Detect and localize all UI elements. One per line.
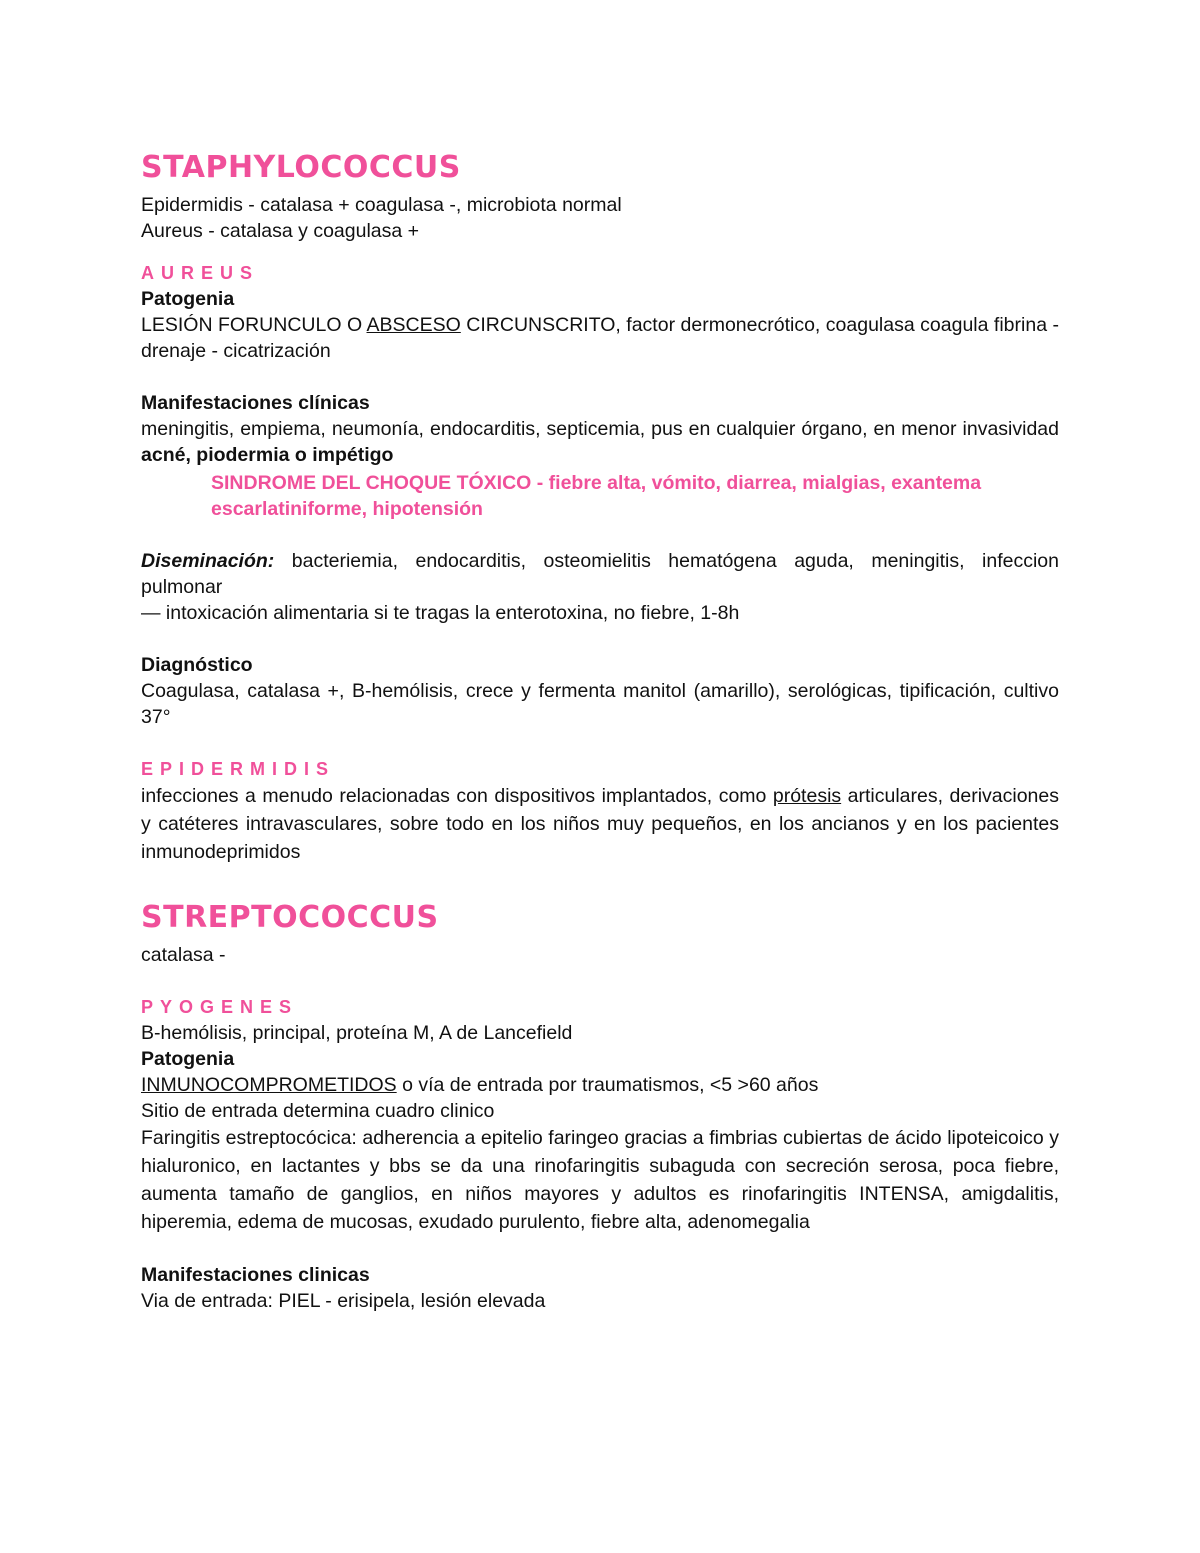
aureus-manif-label: Manifestaciones clínicas bbox=[141, 392, 370, 414]
toxic-shock-syndrome: SINDROME DEL CHOQUE TÓXICO - fiebre alta, vómito, diarrea, mialgias, exantema escarlatiniforme, hipotensión bbox=[211, 472, 982, 520]
pyogenes-patogenia-label: Patogenia bbox=[141, 1048, 235, 1070]
aureus-intoxicacion: — intoxicación alimentaria si te tragas la enterotoxina, no fiebre, 1-8h bbox=[141, 602, 740, 624]
aureus-manif-text: meningitis, empiema, neumonía, endocarditis, septicemia, pus en cualquier órgano, en menor invasividad acné, piodermia o impétigo bbox=[141, 418, 1059, 466]
absceso-underlined: ABSCESO bbox=[366, 314, 461, 336]
aureus-patogenia-text: LESIÓN FORUNCULO O ABSCESO CIRCUNSCRITO, factor dermonecrótico, coagulasa coagula fibrina - drenaje - cicatrización bbox=[141, 314, 1060, 362]
subsection-pyogenes: PYOGENES bbox=[141, 997, 299, 1017]
section-title-streptococcus: STREPTOCOCCUS bbox=[141, 900, 439, 935]
pyogenes-manif-label: Manifestaciones clinicas bbox=[141, 1264, 370, 1286]
inmunocomprometidos-underlined: INMUNOCOMPROMETIDOS bbox=[141, 1074, 397, 1096]
aureus-patogenia-label: Patogenia bbox=[141, 288, 235, 310]
pyogenes-via: Via de entrada: PIEL - erisipela, lesión elevada bbox=[141, 1290, 546, 1312]
pyogenes-faringitis: Faringitis estreptocócica: adherencia a epitelio faringeo gracias a fimbrias cubiertas de ácido lipoteicoico y hialuronico, en lactantes y bbs se da una rinofaringitis subaguda con secreción serosa, poca fiebre, aumenta tamaño de ganglios, en niños mayores y adultos es rinofaringitis INTENSA, amigdalitis, hiperemia, edema de mucosas, exudado purulento, fiebre alta, adenomegalia bbox=[141, 1127, 1059, 1233]
subsection-aureus: AUREUS bbox=[141, 263, 260, 283]
document-page bbox=[141, 150, 1059, 1314]
protesis-underlined: prótesis bbox=[772, 785, 842, 807]
epidermidis-text: infecciones a menudo relacionadas con dispositivos implantados, como prótesis articulares, derivaciones y catéteres intravasculares, sobre todo en los niños muy pequeños, en los ancianos y en los pacientes inmunodeprimidos bbox=[141, 785, 1059, 863]
aureus-diag-label: Diagnóstico bbox=[141, 654, 253, 676]
pyogenes-sitio: Sitio de entrada determina cuadro clinico bbox=[141, 1100, 495, 1122]
aureus-diseminacion: Diseminación: bacteriemia, endocarditis, osteomielitis hematógena aguda, meningitis, infeccion pulmonar bbox=[141, 550, 1059, 598]
pyogenes-line-1: B-hemólisis, principal, proteína M, A de Lancefield bbox=[141, 1022, 573, 1044]
pyogenes-patogenia-text: INMUNOCOMPROMETIDOS o vía de entrada por traumatismos, <5 >60 años bbox=[141, 1074, 819, 1096]
strep-line-1: catalasa - bbox=[141, 944, 226, 966]
staph-line-1: Epidermidis - catalasa + coagulasa -, microbiota normal bbox=[141, 194, 622, 216]
subsection-epidermidis: EPIDERMIDIS bbox=[141, 759, 336, 779]
staph-line-2: Aureus - catalasa y coagulasa + bbox=[141, 220, 420, 242]
aureus-diag-text: Coagulasa, catalasa +, B-hemólisis, crece y fermenta manitol (amarillo), serológicas, tipificación, cultivo 37° bbox=[141, 680, 1059, 728]
section-title-staphylococcus: STAPHYLOCOCCUS bbox=[141, 150, 461, 185]
